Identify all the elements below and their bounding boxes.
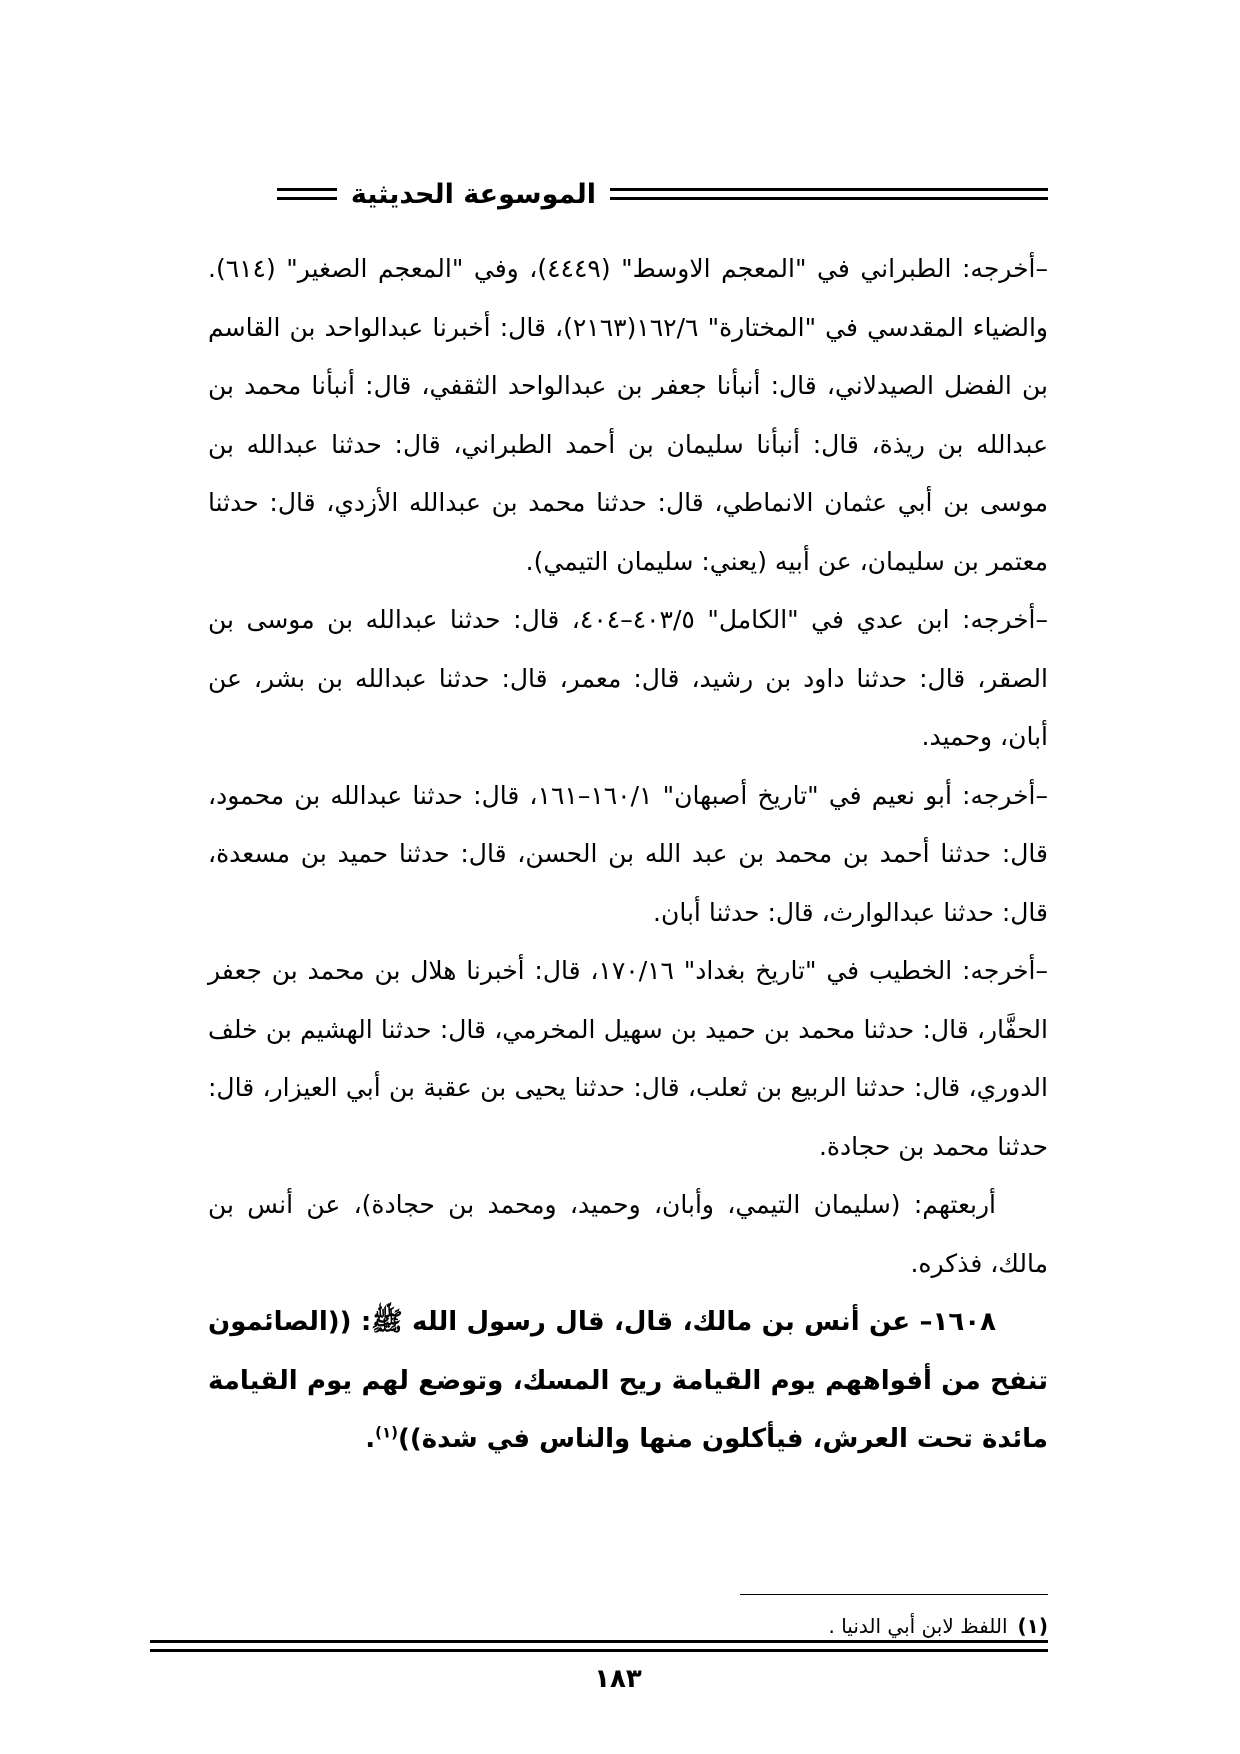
footer-rule <box>150 1640 1048 1652</box>
hadith-paragraph <box>208 1293 1048 1469</box>
hadith-text: ١٦٠٨– عن أنس بن مالك، قال، قال رسول الله ﷺ: ((الصائمون تنفح من أفواههم يوم القيامة ريح المسك، وتوضع لهم يوم القيامة مائدة تحت العرش، فيأكلون منها والناس في شدة)) <box>208 1307 1048 1454</box>
page-number: ١٨٣ <box>594 1664 642 1694</box>
takhrij-paragraph: –أخرجه: أبو نعيم في "تاريخ أصبهان" ١٦٠/١–١٦١، قال: حدثنا عبدالله بن محمود، قال: حدثنا أحمد بن محمد بن عبد الله بن الحسن، قال: حدثنا حميد بن مسعدة، قال: حدثنا عبدالوارث، قال: حدثنا أبان. <box>208 780 1048 927</box>
footnote-number: (١) <box>1017 1614 1048 1638</box>
footnote <box>740 1614 1048 1638</box>
hadith-end: . <box>365 1424 376 1454</box>
takhrij-paragraph: –أخرجه: ابن عدي في "الكامل" ٤٠٣/٥–٤٠٤، قال: حدثنا عبدالله بن موسى بن الصقر، قال: حدثنا داود بن رشيد، قال: معمر، قال: حدثنا عبدالله بن بشر، عن أبان، وحميد. <box>208 605 1048 751</box>
footnote-ref[interactable]: (١) <box>375 1423 398 1442</box>
footnote-separator <box>740 1594 1048 1595</box>
footnote-text: اللفظ لابن أبي الدنيا . <box>828 1614 1008 1638</box>
summary-paragraph: أربعتهم: (سليمان التيمي، وأبان، وحميد، ومحمد بن حجادة)، عن أنس بن مالك، فذكره. <box>208 1190 1048 1278</box>
header-rule-right <box>610 188 1048 200</box>
takhrij-paragraph: –أخرجه: الخطيب في "تاريخ بغداد" ١٧٠/١٦، قال: أخبرنا هلال بن محمد بن جعفر الحفَّار، قال: حدثنا محمد بن حميد بن سهيل المخرمي، قال: حدثنا الهشيم بن خلف الدوري، قال: حدثنا الربيع بن ثعلب، قال: حدثنا يحيى بن عقبة بن أبي العيزار، قال: حدثنا محمد بن حجادة. <box>208 956 1048 1161</box>
page-body <box>208 240 1048 1469</box>
header-rule-left <box>277 188 337 200</box>
takhrij-paragraph: –أخرجه: الطبراني في "المعجم الاوسط" (٤٤٤٩)، وفي "المعجم الصغير" (٦١٤). والضياء المقدسي في "المختارة" ١٦٢/٦(٢١٦٣)، قال: أخبرنا عبدالواحد بن القاسم بن الفضل الصيدلاني، قال: أنبأنا جعفر بن عبدالواحد الثقفي، قال: أنبأنا محمد بن عبدالله بن ريذة، قال: أنبأنا سليمان بن أحمد الطبراني، قال: حدثنا عبدالله بن موسى بن أبي عثمان الانماطي، قال: حدثنا محمد بن عبدالله الأزدي، قال: حدثنا معتمر بن سليمان، عن أبيه (يعني: سليمان التيمي). <box>208 254 1048 576</box>
book-title: الموسوعة الحديثية <box>350 178 596 210</box>
running-header <box>208 168 1048 220</box>
